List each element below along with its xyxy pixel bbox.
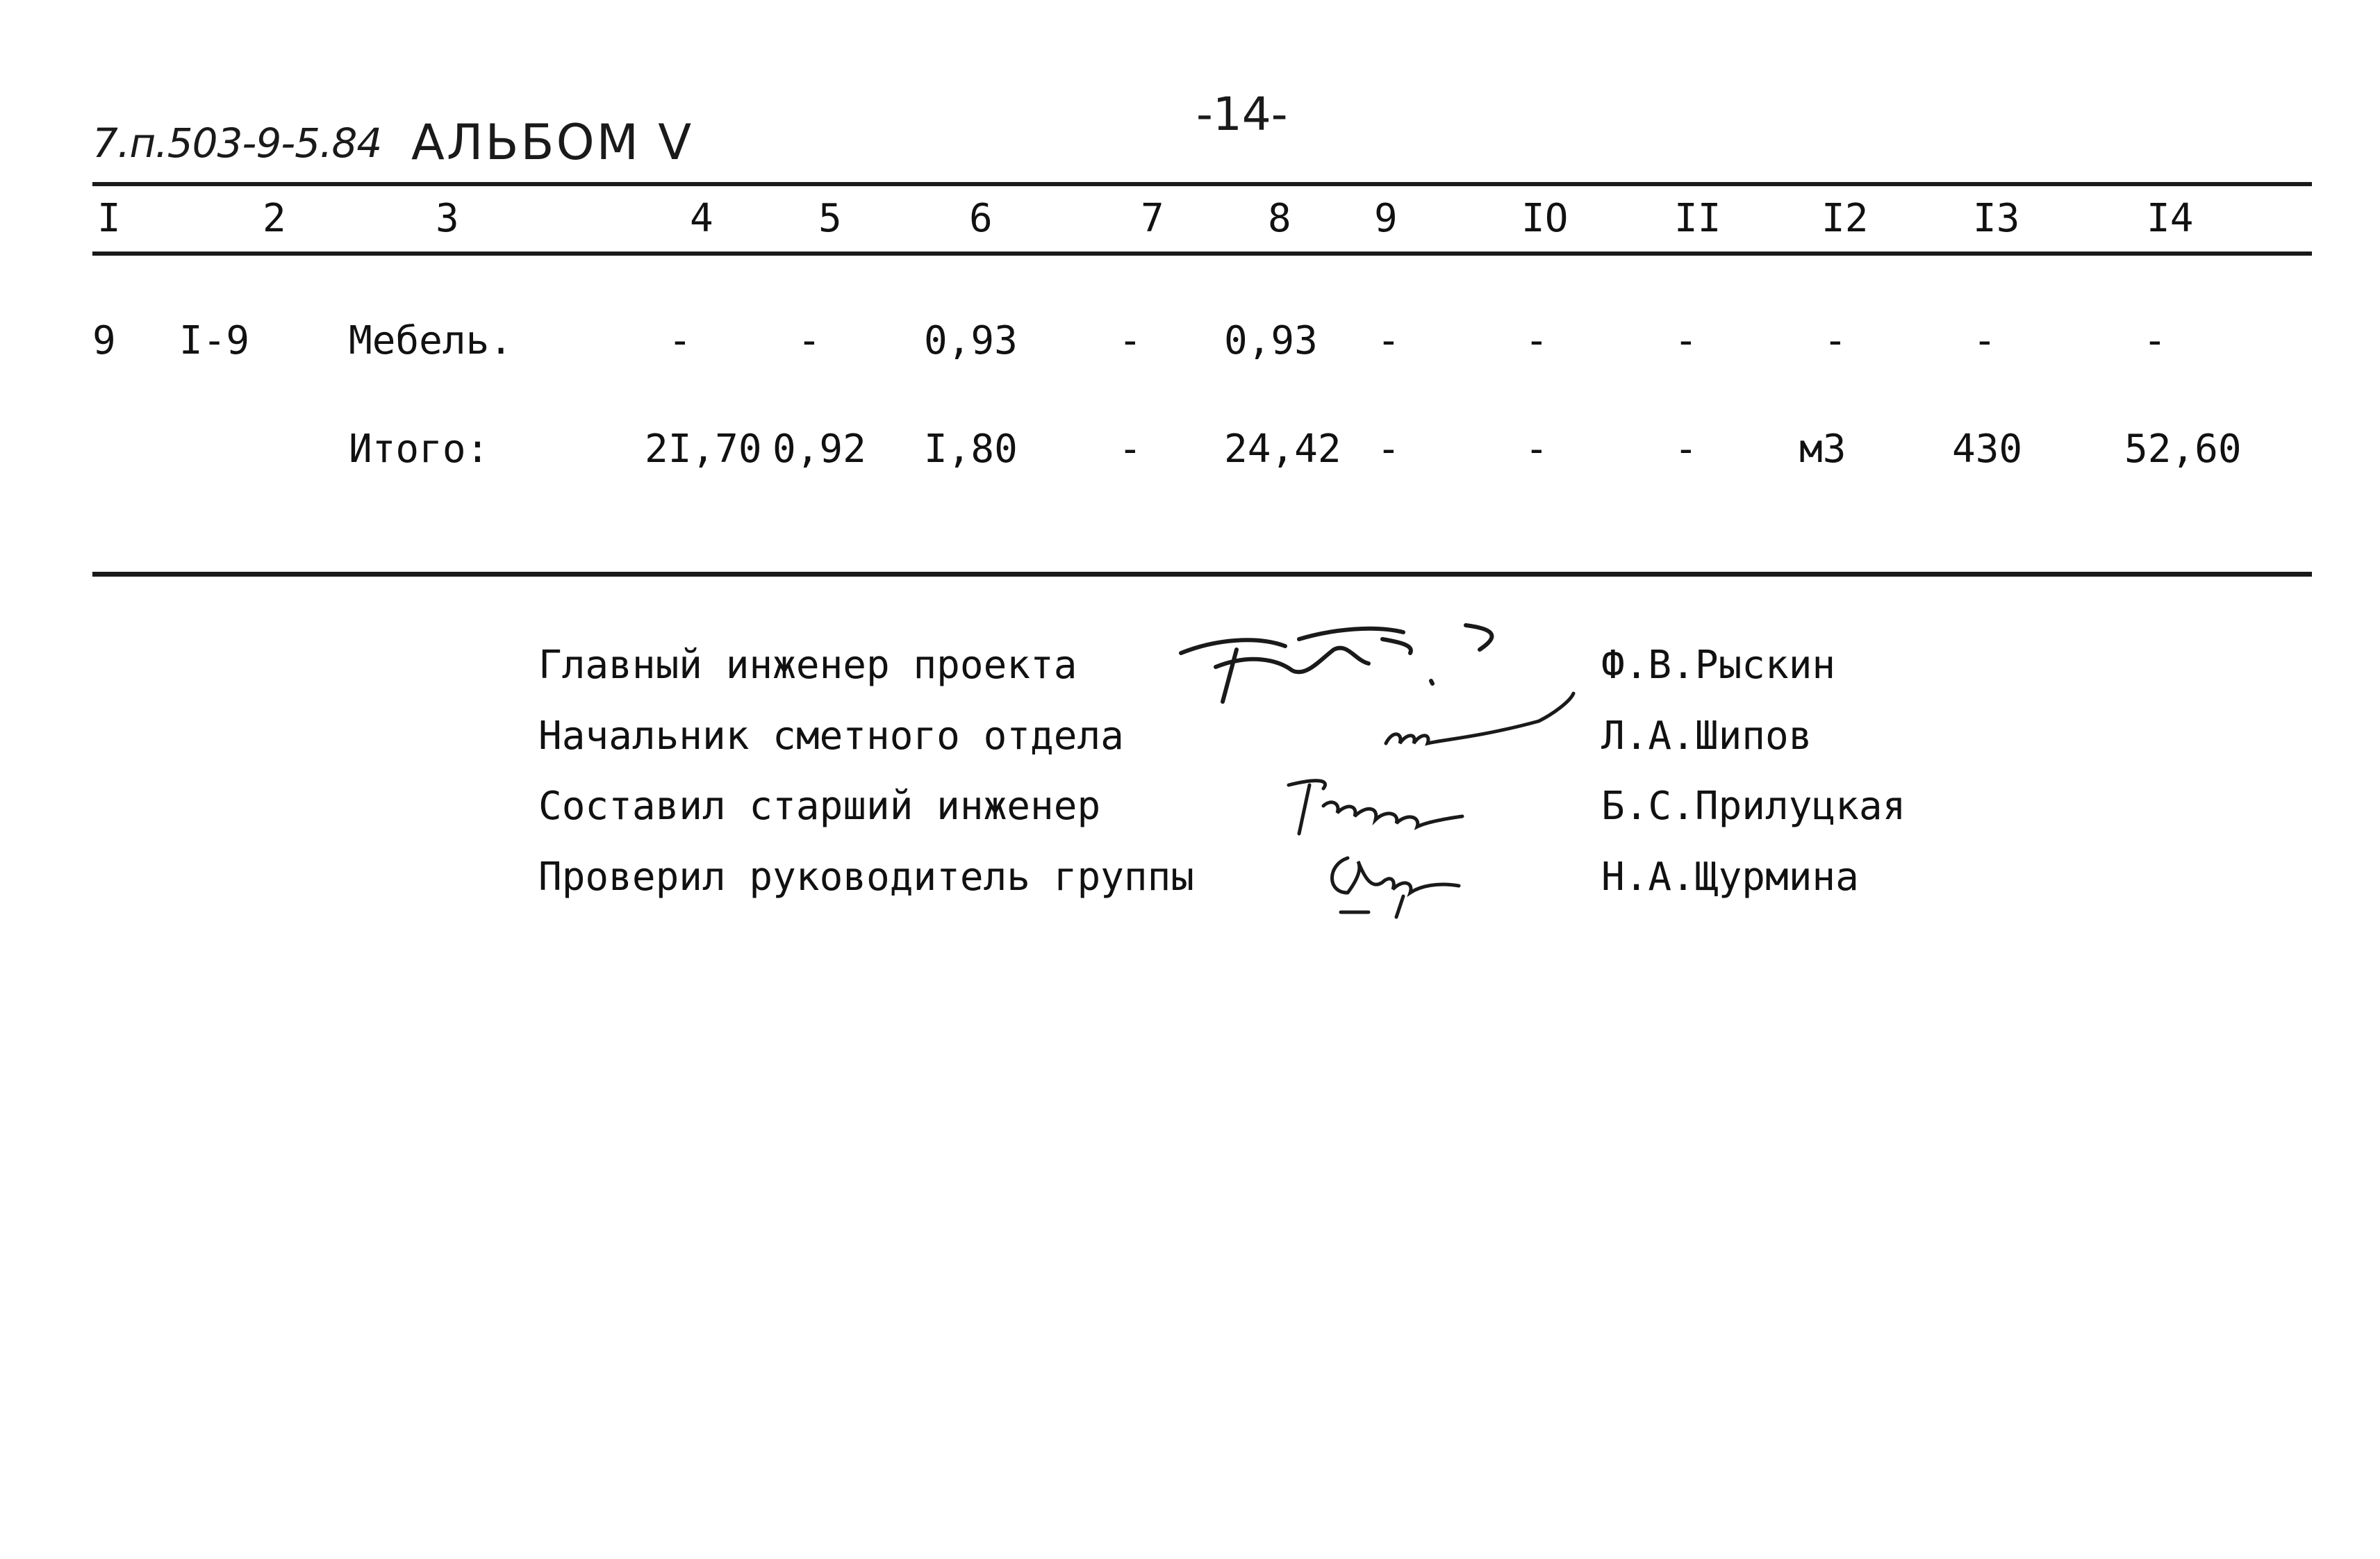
column-header-11: II: [1674, 196, 1721, 241]
table-cell: -: [1674, 427, 1698, 472]
column-header-8: 8: [1268, 196, 1291, 241]
signature-name: Л.А.Шипов: [1601, 713, 1812, 759]
table-cell: -: [668, 318, 692, 363]
signature-scribble-3: [1282, 771, 1476, 848]
table-cell: -: [1824, 318, 1847, 363]
column-header-1: I: [97, 196, 121, 241]
signature-name: Б.С.Прилуцкая: [1601, 784, 1906, 829]
table-cell: 0,93: [1224, 318, 1318, 363]
signature-scribble-4: [1320, 844, 1473, 921]
column-header-2: 2: [263, 196, 286, 241]
table-cell: 430: [1952, 427, 2023, 472]
table-top-rule: [92, 182, 2312, 186]
column-header-3: 3: [436, 196, 459, 241]
table-cell: -: [1377, 318, 1400, 363]
signature-role: Главный инженер проекта: [538, 643, 1077, 688]
table-cell: -: [1525, 427, 1548, 472]
signature-scribble-2: [1379, 688, 1587, 764]
column-header-4: 4: [690, 196, 713, 241]
table-cell: -: [1118, 427, 1142, 472]
table-cell: -: [798, 318, 821, 363]
column-header-10: IO: [1521, 196, 1569, 241]
table-cell: I,80: [924, 427, 1018, 472]
column-header-6: 6: [969, 196, 993, 241]
table-cell: 52,60: [2124, 427, 2242, 472]
table-cell: -: [1525, 318, 1548, 363]
table-cell: Итого:: [349, 427, 490, 472]
table-cell: I-9: [179, 318, 250, 363]
signature-role: Составил старший инженер: [538, 784, 1101, 829]
table-cell: -: [2143, 318, 2167, 363]
signature-role: Начальник сметного отдела: [538, 713, 1124, 759]
table-cell: -: [1973, 318, 1997, 363]
table-cell: Мебель.: [349, 318, 513, 363]
column-header-7: 7: [1141, 196, 1164, 241]
table-cell: -: [1377, 427, 1400, 472]
table-cell: 0,93: [924, 318, 1018, 363]
table-cell: 0,92: [772, 427, 866, 472]
table-bottom-rule: [92, 572, 2312, 577]
signature-role: Проверил руководитель группы: [538, 855, 1195, 900]
table-cell: м3: [1799, 427, 1846, 472]
signature-name: Н.А.Щурмина: [1601, 855, 1859, 900]
table-cell: 9: [92, 318, 116, 363]
table-cell: -: [1118, 318, 1142, 363]
column-header-12: I2: [1821, 196, 1869, 241]
table-header-rule: [92, 251, 2312, 256]
album-label: АЛЬБОМ V: [411, 114, 694, 171]
column-header-13: I3: [1973, 196, 2020, 241]
signature-name: Ф.В.Рыскин: [1601, 643, 1836, 688]
column-header-5: 5: [818, 196, 842, 241]
document-code: 7.п.503-9-5.84: [92, 119, 382, 167]
table-cell: 24,42: [1224, 427, 1341, 472]
column-header-14: I4: [2147, 196, 2194, 241]
table-cell: 2I,70: [645, 427, 762, 472]
table-cell: -: [1674, 318, 1698, 363]
column-header-9: 9: [1374, 196, 1398, 241]
page-number: -14-: [1196, 88, 1288, 141]
